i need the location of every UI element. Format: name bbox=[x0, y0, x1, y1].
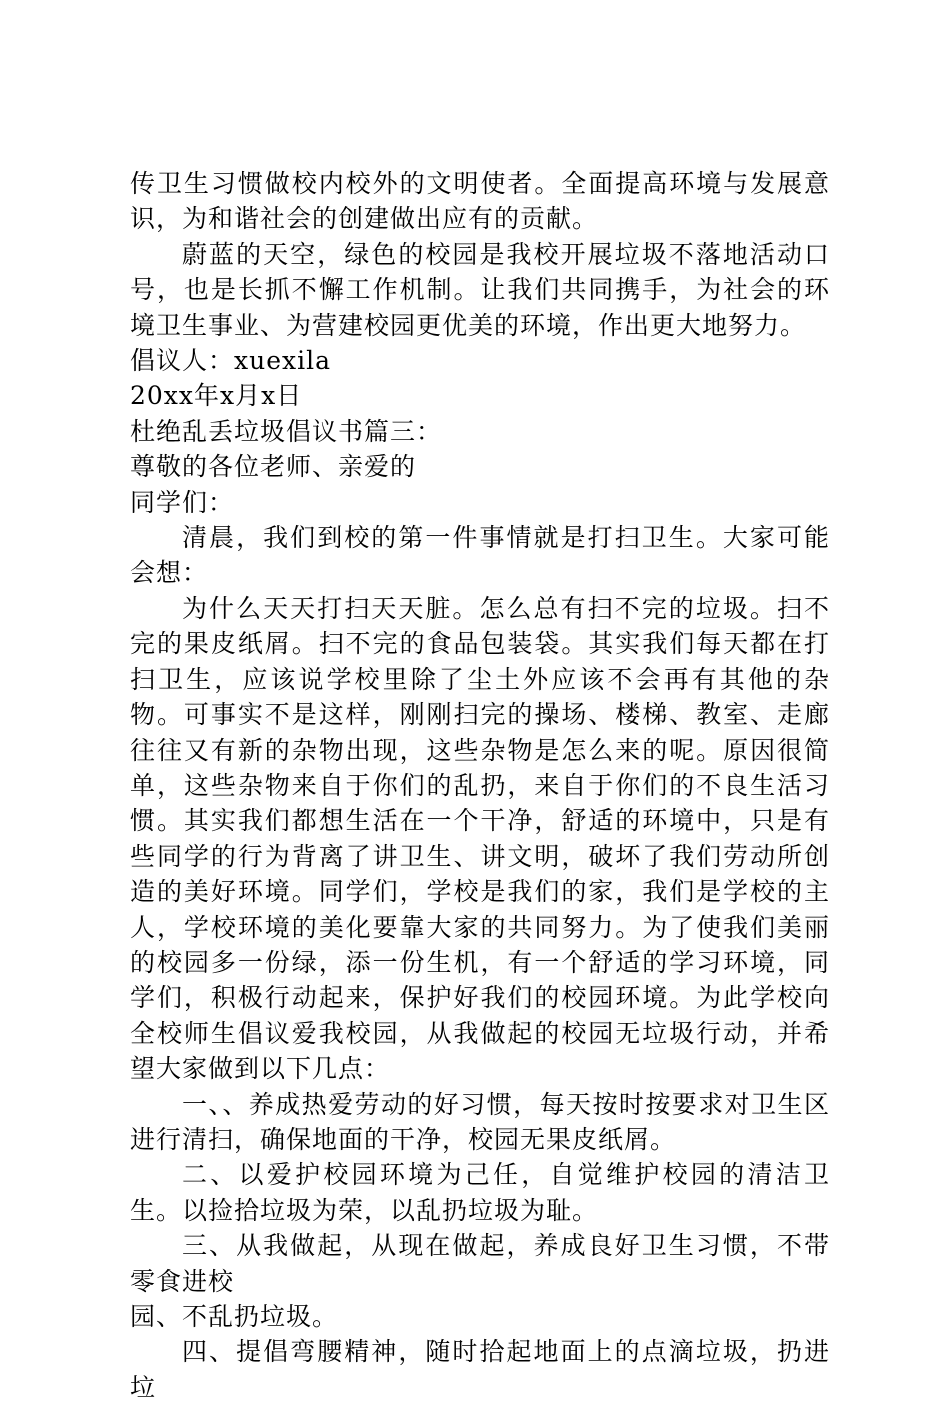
paragraph-continued: 传卫生习惯做校内校外的文明使者。全面提高环境与发展意识，为和谐社会的创建做出应有的贡献。 bbox=[130, 169, 830, 234]
list-item-3: 三、从我做起，从现在做起，养成良好卫生习惯，不带零食进校 bbox=[130, 1231, 830, 1296]
paragraph-main: 为什么天天打扫天天脏。怎么总有扫不完的垃圾。扫不完的果皮纸屑。扫不完的食品包装袋。其实我们每天都在打扫卫生，应该说学校里除了尘土外应该不会再有其他的杂物。可事实不是这样，刚刚扫完的操场、楼梯、教室、走廊往往又有新的杂物出现，这些杂物是怎么来的呢。原因很简单，这些杂物来自于你们的乱扔，来自于你们的不良生活习惯。其实我们都想生活在一个干净，舒适的环境中，只是有些同学的行为背离了讲卫生、讲文明，破坏了我们劳动所创造的美好环境。同学们，学校是我们的家，我们是学校的主人，学校环境的美化要靠大家的共同努力。为了使我们美丽的校园多一份绿，添一份生机，有一个舒适的学习环境，同学们，积极行动起来，保护好我们的校园环境。为此学校向全校师生倡议爱我校园，从我做起的校园无垃圾行动，并希望大家做到以下几点： bbox=[130, 593, 830, 1084]
document-body bbox=[130, 166, 830, 1405]
list-item-4: 四、提倡弯腰精神，随时拾起地面上的点滴垃圾，扔进垃 bbox=[130, 1337, 830, 1402]
list-item-3-continued: 园、不乱扔垃圾。 bbox=[130, 1302, 339, 1331]
list-item-1: 一、、养成热爱劳动的好习惯，每天按时按要求对卫生区进行清扫，确保地面的干净，校园无果皮纸屑。 bbox=[130, 1089, 830, 1154]
date-line: 20xx年x月x日 bbox=[130, 381, 303, 411]
proposer-line: 倡议人：xuexila bbox=[130, 346, 331, 376]
paragraph-morning: 清晨，我们到校的第一件事情就是打扫卫生。大家可能会想： bbox=[130, 523, 830, 588]
salutation-line: 尊敬的各位老师、亲爱的 bbox=[130, 452, 417, 482]
salutation-continued: 同学们： bbox=[130, 487, 235, 517]
list-item-2: 二、以爱护校园环境为己任，自觉维护校园的清洁卫生。以捡拾垃圾为荣，以乱扔垃圾为耻。 bbox=[130, 1160, 830, 1225]
paragraph-slogan: 蔚蓝的天空，绿色的校园是我校开展垃圾不落地活动口号，也是长抓不懈工作机制。让我们共同携手，为社会的环境卫生事业、为营建校园更优美的环境，作出更大地努力。 bbox=[130, 239, 830, 340]
section-title: 杜绝乱丢垃圾倡议书篇三： bbox=[130, 416, 443, 446]
